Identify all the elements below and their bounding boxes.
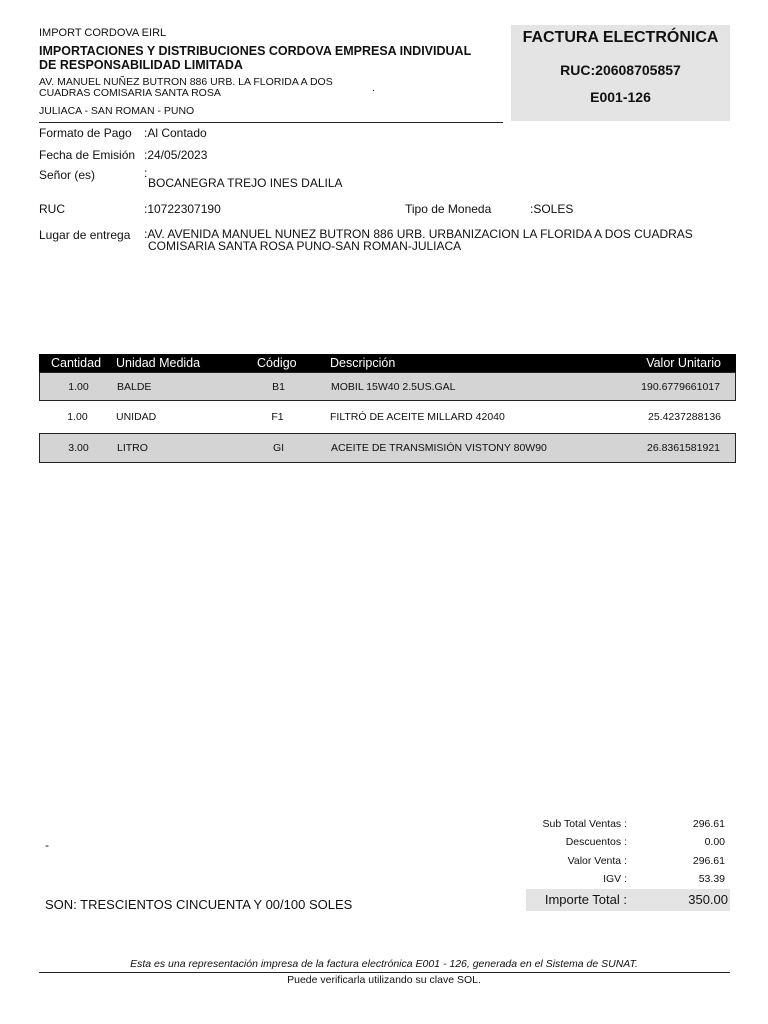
currency-label: Tipo de Moneda — [405, 202, 492, 216]
document-type: FACTURA ELECTRÓNICA — [522, 29, 719, 46]
sale-value-amount: 296.61 — [692, 855, 725, 867]
row-unit: BALDE — [117, 381, 152, 393]
client-ruc-value: :10722307190 — [144, 202, 221, 216]
header-unit-value: Valor Unitario — [646, 356, 721, 370]
header-qty: Cantidad — [51, 356, 102, 370]
row-qty: 1.00 — [68, 381, 89, 393]
company-city: JULIACA - SAN ROMAN - PUNO — [39, 105, 195, 117]
issue-date-value: :24/05/2023 — [144, 148, 208, 162]
footer-verify-note: Puede verificarla utilizando su clave SOL. — [287, 974, 481, 986]
payment-label: Formato de Pago — [39, 126, 132, 140]
header-code: Código — [257, 356, 297, 370]
row-unit-value: 25.4237288136 — [648, 411, 721, 423]
row-description: ACEITE DE TRANSMISIÓN VISTONY 80W90 — [331, 442, 547, 454]
table-row — [39, 372, 736, 401]
row-unit-value: 190.6779661017 — [641, 381, 720, 393]
delivery-address-line1: :AV. AVENIDA MANUEL NUNEZ BUTRON 886 URB. URBANIZACION LA FLORIDA A DOS CUADRAS — [144, 227, 693, 241]
subtotal-label: Sub Total Ventas : — [542, 818, 627, 830]
discount-value: 0.00 — [704, 836, 725, 848]
row-qty: 3.00 — [68, 442, 89, 454]
total-label: Importe Total : — [544, 892, 627, 907]
table-row — [39, 403, 736, 432]
sale-value-label: Valor Venta : — [567, 855, 627, 867]
company-address-line2: CUADRAS COMISARIA SANTA ROSA — [39, 87, 221, 99]
igv-value: 53.39 — [698, 873, 725, 885]
company-legal-name-line1: IMPORTACIONES Y DISTRIBUCIONES CORDOVA EMPRESA INDIVIDUAL — [39, 44, 472, 58]
row-qty: 1.00 — [67, 411, 88, 423]
items-table-header — [39, 354, 736, 372]
client-value: BOCANEGRA TREJO INES DALILA — [148, 176, 343, 190]
payment-value: :Al Contado — [144, 126, 207, 140]
client-label: Señor (es) — [39, 168, 96, 182]
amount-in-words: SON: TRESCIENTOS CINCUENTA Y 00/100 SOLES — [45, 897, 353, 912]
row-description: FILTRÓ DE ACEITE MILLARD 42040 — [330, 411, 505, 423]
company-legal-name-line2: DE RESPONSABILIDAD LIMITADA — [39, 58, 243, 72]
address-dot: . — [372, 82, 375, 94]
delivery-address-line2: COMISARIA SANTA ROSA PUNO-SAN ROMAN-JULIACA — [148, 239, 462, 253]
delivery-label: Lugar de entrega — [39, 228, 131, 242]
subtotal-value: 296.61 — [692, 818, 725, 830]
issue-date-label: Fecha de Emisión — [39, 148, 136, 162]
table-row — [39, 433, 736, 463]
row-unit-value: 26.8361581921 — [647, 442, 720, 454]
currency-value: :SOLES — [530, 202, 574, 216]
row-description: MOBIL 15W40 2.5US.GAL — [331, 381, 456, 393]
igv-label: IGV : — [603, 873, 627, 885]
footer-note: Esta es una representación impresa de la factura electrónica E001 - 126, generada en el Sistema de SUNAT. — [130, 958, 638, 970]
client-ruc-label: RUC — [39, 202, 65, 216]
company-trade-name: IMPORT CORDOVA EIRL — [39, 27, 167, 39]
document-info-box — [511, 25, 730, 121]
header-description: Descripción — [330, 356, 396, 370]
company-address-line1: AV. MANUEL NUÑEZ BUTRON 886 URB. LA FLORIDA A DOS — [39, 76, 333, 88]
document-number: E001-126 — [590, 89, 651, 105]
row-code: B1 — [272, 381, 285, 393]
document-ruc: RUC:20608705857 — [560, 62, 681, 78]
header-divider — [39, 122, 503, 123]
discount-label: Descuentos : — [565, 836, 627, 848]
header-unit: Unidad Medida — [116, 356, 201, 370]
client-colon: : — [144, 166, 148, 180]
total-value: 350.00 — [688, 892, 728, 907]
row-code: GI — [272, 442, 285, 454]
row-unit: LITRO — [117, 442, 148, 454]
dash-mark: - — [45, 838, 49, 852]
row-code: F1 — [271, 411, 284, 423]
row-unit: UNIDAD — [116, 411, 157, 423]
footer-divider — [39, 972, 730, 973]
